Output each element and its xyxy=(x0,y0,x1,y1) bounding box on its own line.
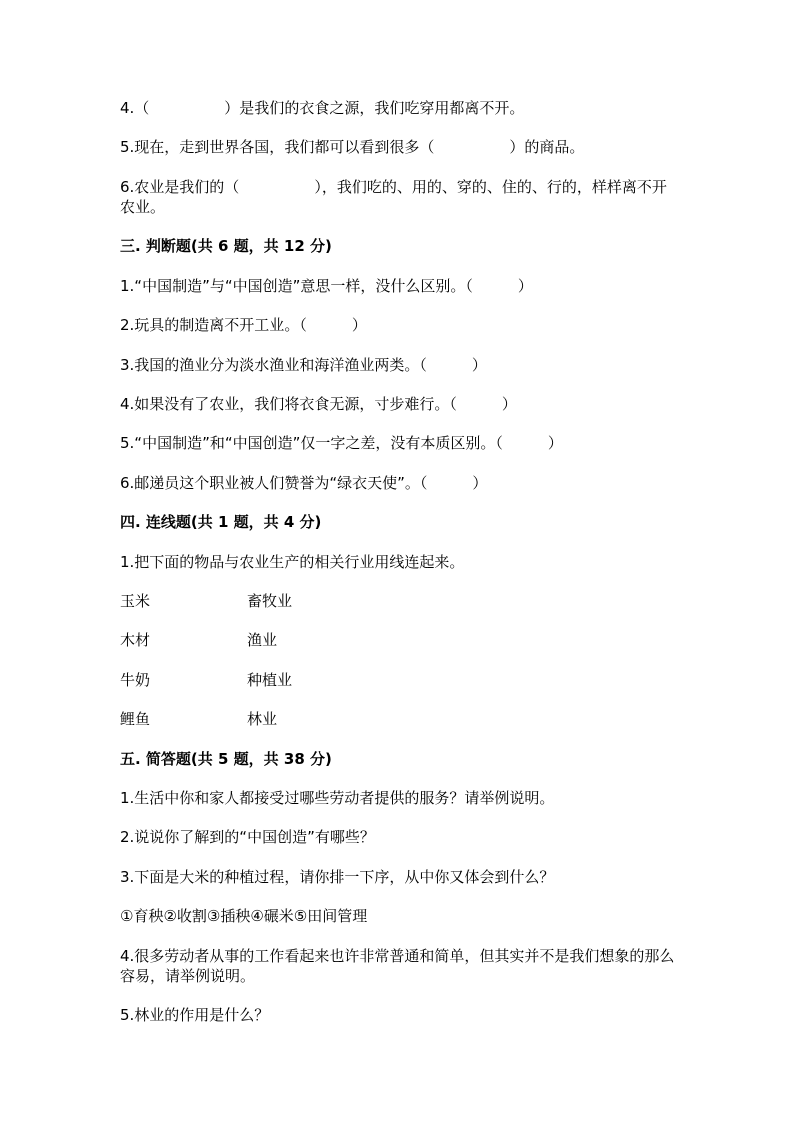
matching-item-left: 玉米 xyxy=(120,592,151,610)
matching-item-left: 牛奶 xyxy=(120,671,151,689)
true-false-question-2: 2.玩具的制造离不开工业。（ ） xyxy=(120,316,367,334)
short-answer-question-1: 1.生活中你和家人都接受过哪些劳动者提供的服务？请举例说明。 xyxy=(120,789,555,807)
true-false-question-4: 4.如果没有了农业，我们将衣食无源，寸步难行。（ ） xyxy=(120,395,517,413)
section-5-heading: 五. 简答题(共 5 题，共 38 分) xyxy=(120,750,332,768)
matching-row-right xyxy=(247,591,292,611)
matching-row-right xyxy=(247,709,277,729)
short-answer-question-4: 4.很多劳动者从事的工作看起来也许非常普通和简单，但其实并不是我们想象的那么容易，请举例说明。 xyxy=(120,947,675,985)
matching-row xyxy=(120,591,150,611)
true-false-question-5: 5.“中国制造”和“中国创造”仅一字之差，没有本质区别。（ ） xyxy=(120,434,563,452)
matching-row-right xyxy=(247,630,277,650)
matching-item-right: 畜牧业 xyxy=(247,592,293,610)
matching-item-right: 林业 xyxy=(247,710,278,728)
matching-item-left: 鲤鱼 xyxy=(120,710,151,728)
section-3-heading: 三. 判断题(共 6 题，共 12 分) xyxy=(120,237,332,255)
matching-item-right: 渔业 xyxy=(247,631,278,649)
fill-in-question-4: 4.（ ）是我们的衣食之源，我们吃穿用都离不开。 xyxy=(120,99,525,117)
true-false-question-1: 1.“中国制造”与“中国创造”意思一样，没什么区别。（ ） xyxy=(120,277,533,295)
section-4-heading: 四. 连线题(共 1 题，共 4 分) xyxy=(120,513,322,531)
short-answer-question-2: 2.说说你了解到的“中国创造”有哪些？ xyxy=(120,828,375,846)
fill-in-question-5: 5.现在，走到世界各国，我们都可以看到很多（ ）的商品。 xyxy=(120,138,585,156)
matching-row xyxy=(120,709,150,729)
true-false-question-6: 6.邮递员这个职业被人们赞誉为“绿衣天使”。（ ） xyxy=(120,474,488,492)
matching-item-left: 木材 xyxy=(120,631,151,649)
true-false-question-3: 3.我国的渔业分为淡水渔业和海洋渔业两类。（ ） xyxy=(120,356,487,374)
rice-steps-list: ①育秧②收割③插秧④碾米⑤田间管理 xyxy=(120,907,368,925)
short-answer-question-3: 3.下面是大米的种植过程，请你排一下序，从中你又体会到什么？ xyxy=(120,868,555,886)
matching-item-right: 种植业 xyxy=(247,671,293,689)
fill-in-question-6: 6.农业是我们的（ ），我们吃的、用的、穿的、住的、行的，样样离不开农业。 xyxy=(120,178,667,216)
matching-row xyxy=(120,630,150,650)
matching-row-right xyxy=(247,670,292,690)
matching-question-1: 1.把下面的物品与农业生产的相关行业用线连起来。 xyxy=(120,553,465,571)
short-answer-question-5: 5.林业的作用是什么？ xyxy=(120,1006,270,1024)
matching-row xyxy=(120,670,150,690)
